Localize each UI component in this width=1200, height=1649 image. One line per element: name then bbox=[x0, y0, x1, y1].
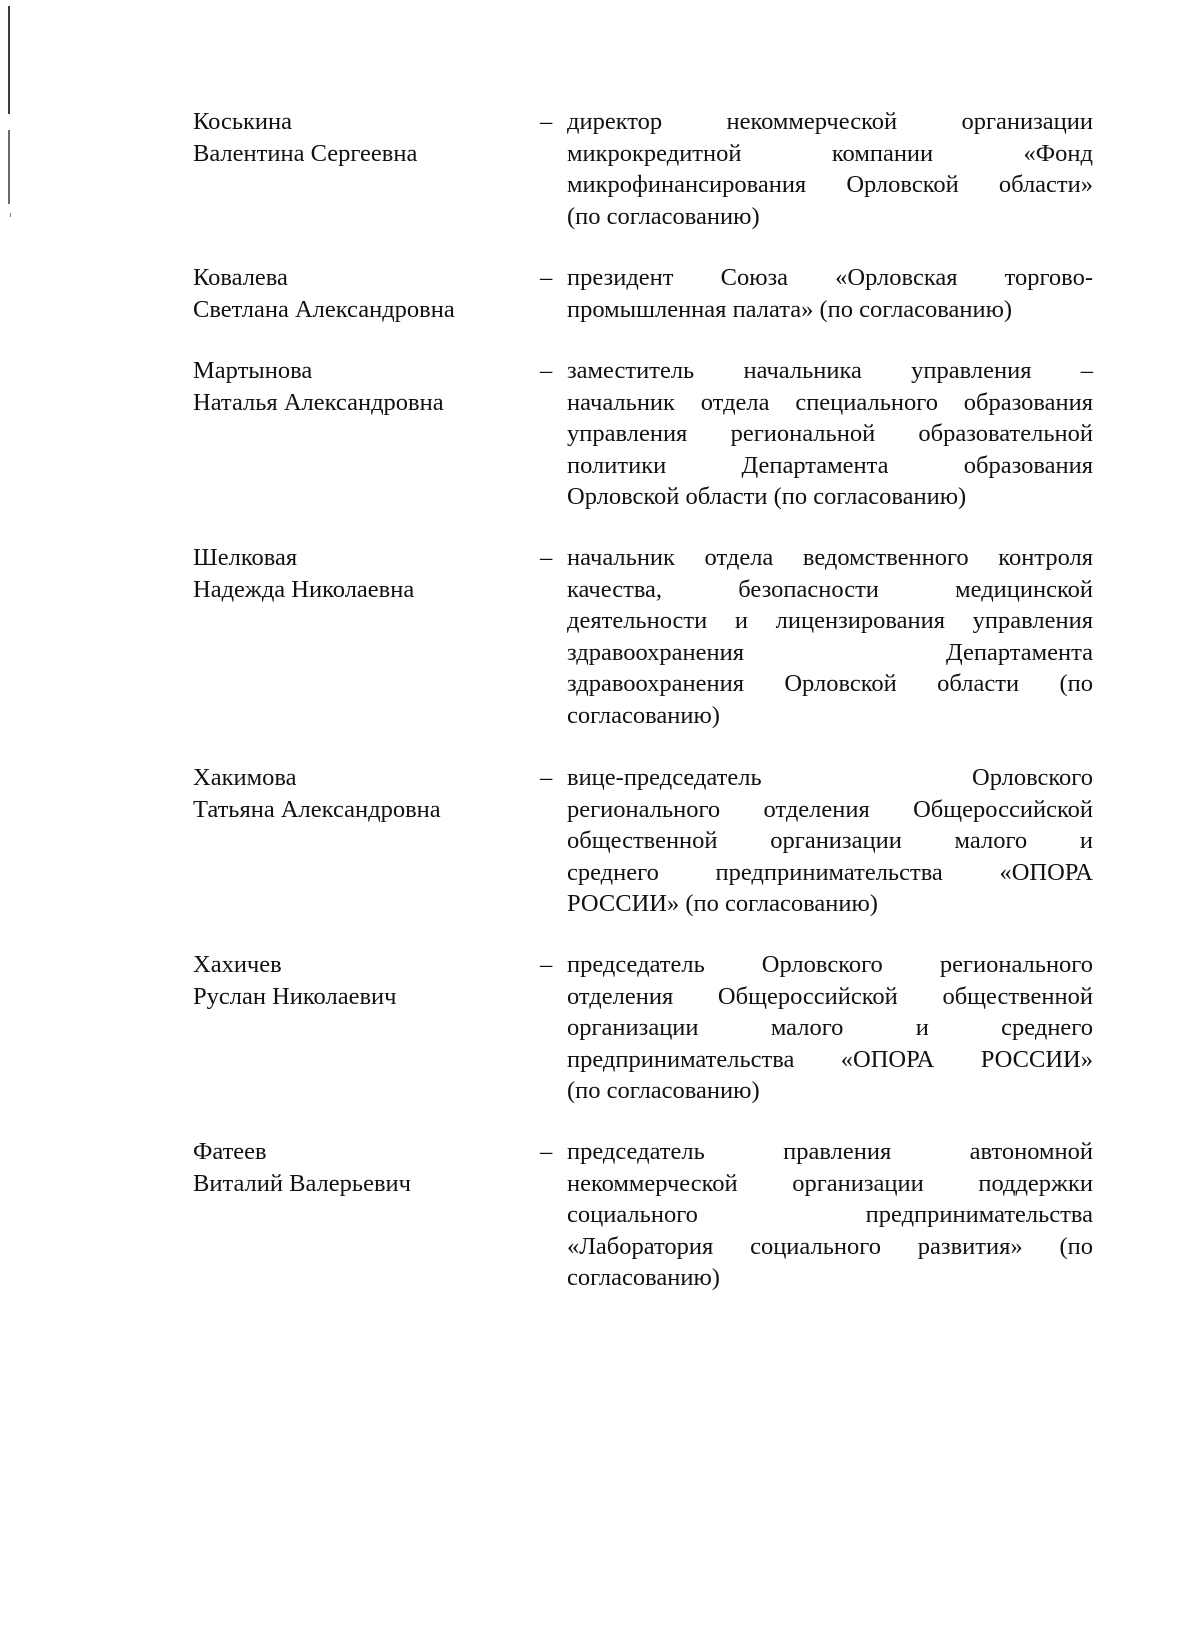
role-line: политики Департамента образования bbox=[567, 451, 1093, 479]
role-line: начальник отдела специального образования bbox=[567, 388, 1093, 416]
member-given-names: Надежда Николаевна bbox=[193, 575, 415, 603]
role-line: организации малого и среднего bbox=[567, 1014, 1093, 1041]
role-line: председатель правления автономной bbox=[567, 1138, 1093, 1165]
scan-margin-line bbox=[8, 130, 10, 204]
role-line: начальник отдела ведомственного контроля bbox=[567, 544, 1093, 571]
dash-separator: – bbox=[540, 1138, 553, 1165]
member-role bbox=[567, 542, 1093, 731]
scan-margin-mark bbox=[10, 213, 11, 217]
member-given-names: Татьяна Александровна bbox=[193, 795, 441, 823]
member-role bbox=[567, 355, 1093, 513]
role-line: деятельности и лицензирования управления bbox=[567, 607, 1093, 634]
member-surname: Фатеев bbox=[193, 1138, 267, 1165]
role-line: предпринимательства «ОПОРА РОССИИ» bbox=[567, 1045, 1093, 1073]
role-line: вице-председатель Орловского bbox=[567, 764, 1093, 791]
role-line: директор некоммерческой организации bbox=[567, 108, 1093, 135]
role-line: микрокредитной компании «Фонд bbox=[567, 139, 1093, 167]
role-line: согласованию) bbox=[567, 701, 720, 729]
member-name bbox=[193, 106, 513, 169]
member-role bbox=[567, 949, 1093, 1107]
dash-separator: – bbox=[540, 951, 553, 978]
role-line: «Лаборатория социального развития» (по bbox=[567, 1232, 1093, 1260]
role-line: микрофинансирования Орловской области» bbox=[567, 171, 1093, 198]
member-given-names: Наталья Александровна bbox=[193, 388, 444, 416]
role-line: некоммерческой организации поддержки bbox=[567, 1169, 1093, 1197]
role-line: общественной организации малого и bbox=[567, 827, 1093, 854]
role-line: заместитель начальника управления – bbox=[567, 357, 1093, 384]
member-surname: Шелковая bbox=[193, 544, 298, 571]
member-role bbox=[567, 1136, 1093, 1294]
role-line: согласованию) bbox=[567, 1264, 720, 1291]
role-line: здравоохранения Департамента bbox=[567, 638, 1093, 666]
role-line: регионального отделения Общероссийской bbox=[567, 795, 1093, 823]
member-surname: Ковалева bbox=[193, 264, 288, 291]
member-name bbox=[193, 762, 513, 825]
dash-separator: – bbox=[540, 357, 553, 384]
role-line: президент Союза «Орловская торгово- bbox=[567, 264, 1093, 291]
member-name bbox=[193, 949, 513, 1012]
member-role bbox=[567, 106, 1093, 232]
member-given-names: Виталий Валерьевич bbox=[193, 1169, 411, 1197]
member-role bbox=[567, 762, 1093, 920]
role-line: управления региональной образовательной bbox=[567, 420, 1093, 447]
role-line: председатель Орловского регионального bbox=[567, 951, 1093, 978]
member-role bbox=[567, 262, 1093, 325]
member-name bbox=[193, 262, 513, 325]
role-line: здравоохранения Орловской области (по bbox=[567, 670, 1093, 697]
role-line: РОССИИ» (по согласованию) bbox=[567, 890, 878, 917]
dash-separator: – bbox=[540, 108, 553, 135]
member-surname: Хахичев bbox=[193, 951, 282, 978]
member-name bbox=[193, 1136, 513, 1199]
member-given-names: Валентина Сергеевна bbox=[193, 139, 418, 167]
member-given-names: Руслан Николаевич bbox=[193, 982, 397, 1010]
role-line: среднего предпринимательства «ОПОРА bbox=[567, 858, 1093, 886]
member-name bbox=[193, 542, 513, 605]
member-name bbox=[193, 355, 513, 418]
member-given-names: Светлана Александровна bbox=[193, 295, 455, 323]
role-line: промышленная палата» (по согласованию) bbox=[567, 295, 1013, 323]
role-line: (по согласованию) bbox=[567, 202, 760, 230]
role-line: качества, безопасности медицинской bbox=[567, 575, 1093, 603]
role-line: (по согласованию) bbox=[567, 1077, 760, 1104]
dash-separator: – bbox=[540, 764, 553, 791]
member-surname: Мартынова bbox=[193, 357, 313, 384]
member-surname: Коськина bbox=[193, 108, 293, 135]
scan-margin-line bbox=[8, 6, 10, 114]
role-line: отделения Общероссийской общественной bbox=[567, 982, 1093, 1010]
dash-separator: – bbox=[540, 544, 553, 571]
role-line: Орловской области (по согласованию) bbox=[567, 483, 967, 510]
role-line: социального предпринимательства bbox=[567, 1201, 1093, 1228]
dash-separator: – bbox=[540, 264, 553, 291]
member-surname: Хакимова bbox=[193, 764, 297, 791]
